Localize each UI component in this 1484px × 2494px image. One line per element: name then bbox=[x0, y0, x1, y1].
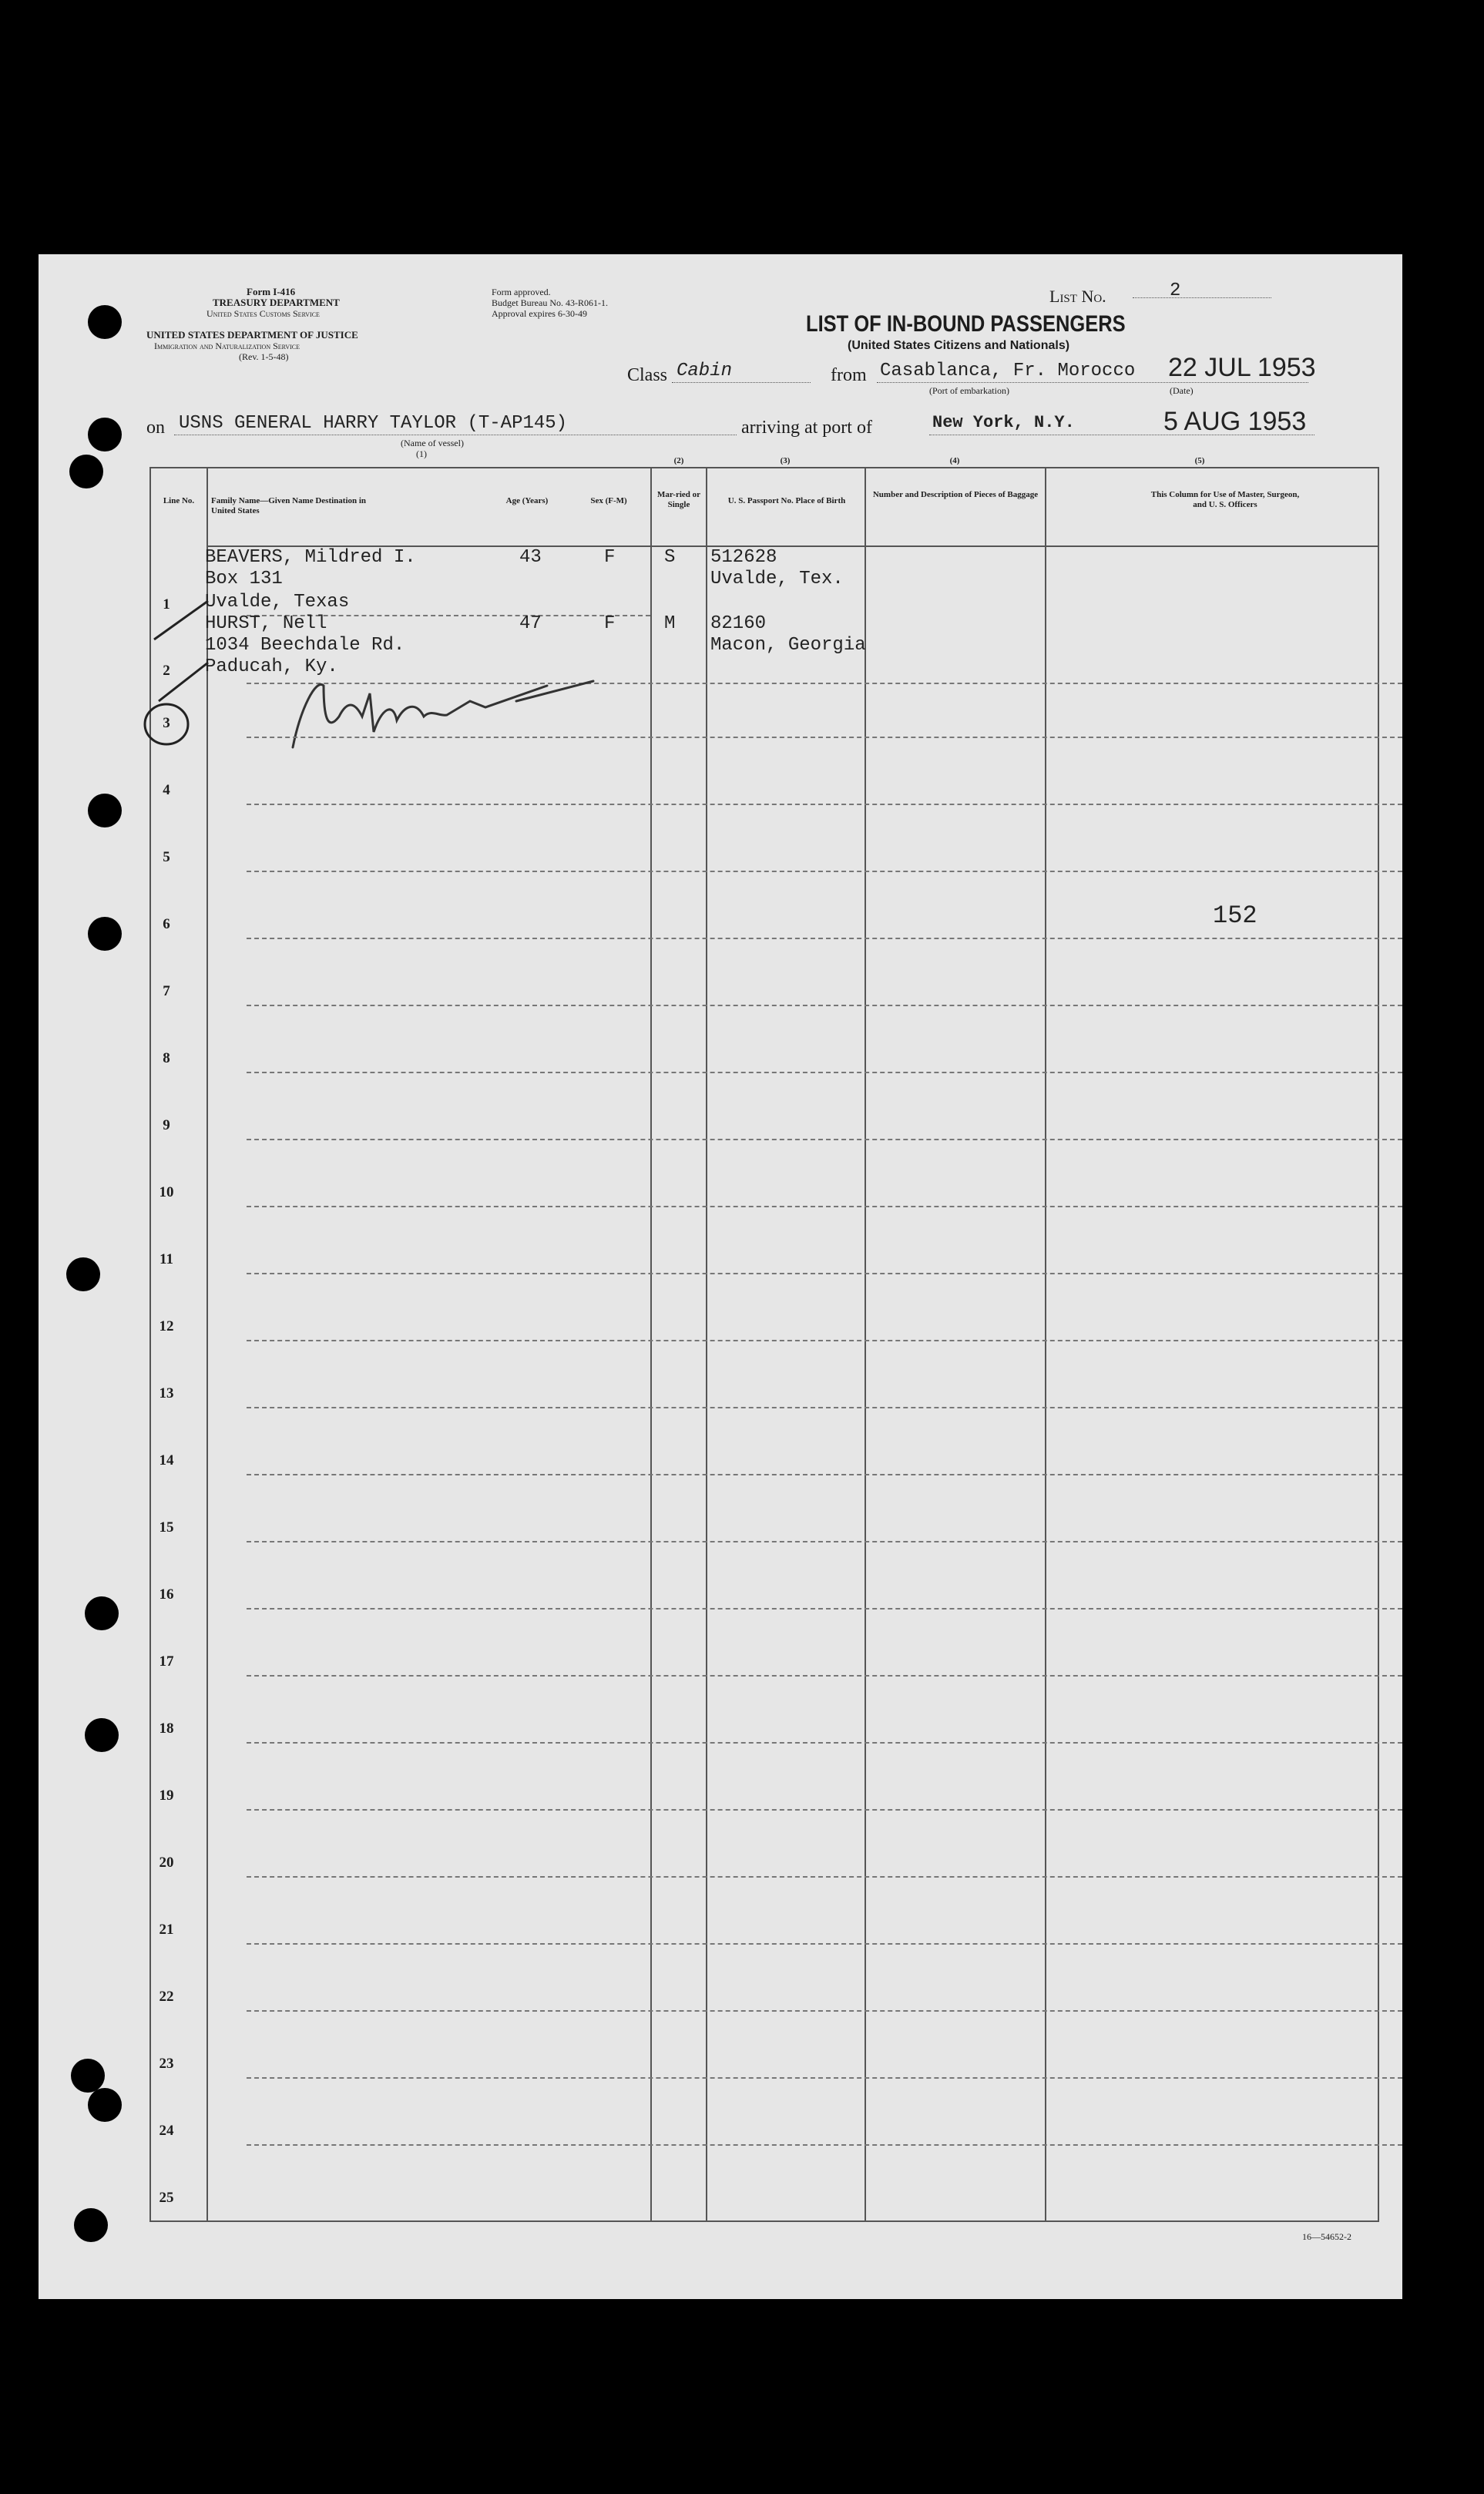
line-number: 24 bbox=[159, 2123, 174, 2139]
line-number: 15 bbox=[159, 1519, 174, 1536]
punch-hole bbox=[71, 2059, 105, 2093]
row-divider bbox=[247, 1072, 1402, 1073]
table-top-border bbox=[149, 467, 1379, 468]
passenger-2-age: 47 bbox=[519, 613, 542, 634]
line-number: 12 bbox=[159, 1318, 174, 1334]
punch-hole bbox=[85, 1718, 119, 1752]
col-divider-officers bbox=[1045, 467, 1046, 2222]
line-number: 18 bbox=[159, 1720, 174, 1737]
col-header-baggage: Number and Description of Pieces of Baggage bbox=[872, 490, 1039, 499]
handwritten-marks bbox=[116, 586, 670, 755]
line-number: 22 bbox=[159, 1989, 174, 2005]
approval-expires: Approval expires 6-30-49 bbox=[492, 308, 587, 319]
row-divider bbox=[247, 1541, 1402, 1542]
arriving-label: arriving at port of bbox=[741, 418, 872, 438]
row-divider bbox=[247, 2077, 1402, 2079]
row-divider bbox=[247, 1474, 1402, 1475]
passenger-2-city: Paducah, Ky. bbox=[205, 656, 338, 677]
row-divider bbox=[247, 871, 1402, 872]
passenger-1-city: Uvalde, Texas bbox=[205, 592, 350, 613]
arrival-date-stamp: 5 AUG 1953 bbox=[1163, 407, 1307, 436]
col2-marker: (2) bbox=[673, 456, 684, 465]
passenger-1-age: 43 bbox=[519, 547, 542, 568]
line-number: 21 bbox=[159, 1922, 174, 1938]
row-divider bbox=[247, 1809, 1402, 1811]
row-divider bbox=[247, 737, 1402, 738]
on-label: on bbox=[146, 418, 165, 438]
budget-bureau: Budget Bureau No. 43-R061-1. bbox=[492, 297, 608, 308]
port-embarkation-label: (Port of embarkation) bbox=[929, 385, 1009, 396]
table-right-border bbox=[1378, 467, 1379, 2222]
line-number: 11 bbox=[159, 1251, 173, 1267]
row-divider bbox=[247, 1876, 1402, 1878]
justice-dept: UNITED STATES DEPARTMENT OF JUSTICE bbox=[146, 329, 358, 341]
punch-hole bbox=[74, 2208, 108, 2242]
departure-date-stamp: 22 JUL 1953 bbox=[1168, 353, 1316, 382]
col1-marker: (1) bbox=[416, 448, 427, 459]
form-approved: Form approved. bbox=[492, 287, 551, 297]
punch-hole bbox=[88, 917, 122, 951]
row-divider bbox=[247, 1675, 1402, 1677]
punch-hole bbox=[69, 455, 103, 488]
customs-service: United States Customs Service bbox=[206, 308, 320, 319]
line-number: 5 bbox=[163, 849, 170, 865]
line-number: 10 bbox=[159, 1184, 174, 1200]
punch-hole bbox=[88, 2088, 122, 2122]
from-label: from bbox=[831, 365, 867, 385]
passenger-2-marital: M bbox=[664, 613, 676, 634]
col-divider-passport bbox=[706, 467, 707, 2222]
row-divider bbox=[247, 1943, 1402, 1945]
row-divider bbox=[247, 1608, 1402, 1610]
line-number: 13 bbox=[159, 1385, 174, 1401]
passenger-1-name: BEAVERS, Mildred I. bbox=[205, 547, 416, 568]
vessel-name: USNS GENERAL HARRY TAYLOR (T-AP145) bbox=[179, 413, 568, 434]
punch-hole bbox=[66, 1257, 100, 1291]
row-divider bbox=[247, 1206, 1402, 1207]
manifest-title: LIST OF IN-BOUND PASSENGERS bbox=[806, 311, 1126, 337]
col-header-sex: Sex (F-M) bbox=[590, 496, 627, 505]
from-line bbox=[877, 382, 1308, 383]
passenger-2-sex: F bbox=[604, 613, 616, 634]
row-divider bbox=[247, 1340, 1402, 1341]
vessel-label: (Name of vessel) bbox=[401, 438, 464, 448]
passenger-1-birthplace: Uvalde, Tex. bbox=[710, 569, 844, 589]
ins-service: Immigration and Naturalization Service bbox=[154, 341, 300, 351]
col3-marker: (3) bbox=[780, 456, 791, 465]
from-port: Casablanca, Fr. Morocco bbox=[880, 361, 1136, 381]
class-line bbox=[672, 382, 811, 383]
line-number: 25 bbox=[159, 2190, 174, 2206]
col-header-line-no: Line No. bbox=[163, 496, 195, 505]
side-number: 152 bbox=[1213, 901, 1257, 930]
passenger-2-birthplace: Macon, Georgia bbox=[710, 635, 866, 656]
arrival-port: New York, N.Y. bbox=[932, 413, 1075, 432]
row-divider bbox=[247, 2010, 1402, 2012]
passenger-1-passport: 512628 bbox=[710, 547, 777, 568]
col-header-age: Age (Years) bbox=[505, 496, 549, 505]
row-divider bbox=[247, 1742, 1402, 1744]
manifest-page bbox=[39, 254, 1402, 2299]
passenger-1-marital: S bbox=[664, 547, 676, 568]
col-header-passport: U. S. Passport No. Place of Birth bbox=[727, 496, 846, 505]
line-number: 4 bbox=[163, 782, 170, 798]
punch-hole bbox=[88, 305, 122, 339]
line-number: 14 bbox=[159, 1452, 174, 1469]
line-number: 9 bbox=[163, 1117, 170, 1133]
line-number: 3 bbox=[163, 715, 170, 731]
col-header-officers: This Column for Use of Master, Surgeon, and U. S. Officers bbox=[1150, 490, 1300, 509]
passenger-2-address: 1034 Beechdale Rd. bbox=[205, 635, 405, 656]
col-header-name: Family Name—Given Name Destination in United States bbox=[211, 496, 367, 515]
row-divider bbox=[247, 2144, 1402, 2146]
list-no-line bbox=[1133, 297, 1271, 298]
line-number: 23 bbox=[159, 2056, 174, 2072]
col-header-married: Mar-ried or Single bbox=[656, 490, 701, 509]
passenger-2-passport: 82160 bbox=[710, 613, 767, 634]
list-number: 2 bbox=[1170, 280, 1181, 301]
line-number: 2 bbox=[163, 663, 170, 679]
treasury-dept: TREASURY DEPARTMENT bbox=[213, 297, 340, 308]
line-number: 20 bbox=[159, 1855, 174, 1871]
punch-hole bbox=[85, 1596, 119, 1630]
row-divider bbox=[247, 938, 1402, 939]
table-bottom-border bbox=[149, 2220, 1379, 2222]
form-number: Form I-416 bbox=[247, 286, 296, 297]
col4-marker: (4) bbox=[949, 456, 960, 465]
line-number: 17 bbox=[159, 1653, 174, 1670]
line-number: 1 bbox=[163, 596, 170, 613]
line-number: 16 bbox=[159, 1586, 174, 1603]
line-number: 19 bbox=[159, 1787, 174, 1804]
passenger-1-sex: F bbox=[604, 547, 616, 568]
punch-hole bbox=[88, 418, 122, 451]
passenger-1-address: Box 131 bbox=[205, 569, 283, 589]
list-no-label: List No. bbox=[1049, 287, 1106, 306]
punch-hole bbox=[88, 794, 122, 827]
row-divider bbox=[247, 1273, 1402, 1274]
date-label: (Date) bbox=[1170, 385, 1194, 396]
class-value: Cabin bbox=[677, 361, 733, 381]
col-divider-baggage bbox=[865, 467, 866, 2222]
row-divider bbox=[247, 804, 1402, 805]
revision: (Rev. 1-5-48) bbox=[239, 351, 289, 362]
footer-code: 16—54652-2 bbox=[1302, 2231, 1351, 2242]
class-label: Class bbox=[627, 365, 668, 385]
passenger-2-name: HURST, Nell bbox=[205, 613, 327, 634]
col5-marker: (5) bbox=[1194, 456, 1205, 465]
line-number: 8 bbox=[163, 1050, 170, 1066]
line-number: 7 bbox=[163, 983, 170, 999]
row-divider bbox=[247, 1407, 1402, 1408]
manifest-subtitle: (United States Citizens and Nationals) bbox=[848, 339, 1070, 352]
row-divider bbox=[247, 1005, 1402, 1006]
row-divider bbox=[247, 1139, 1402, 1140]
line-number: 6 bbox=[163, 916, 170, 932]
